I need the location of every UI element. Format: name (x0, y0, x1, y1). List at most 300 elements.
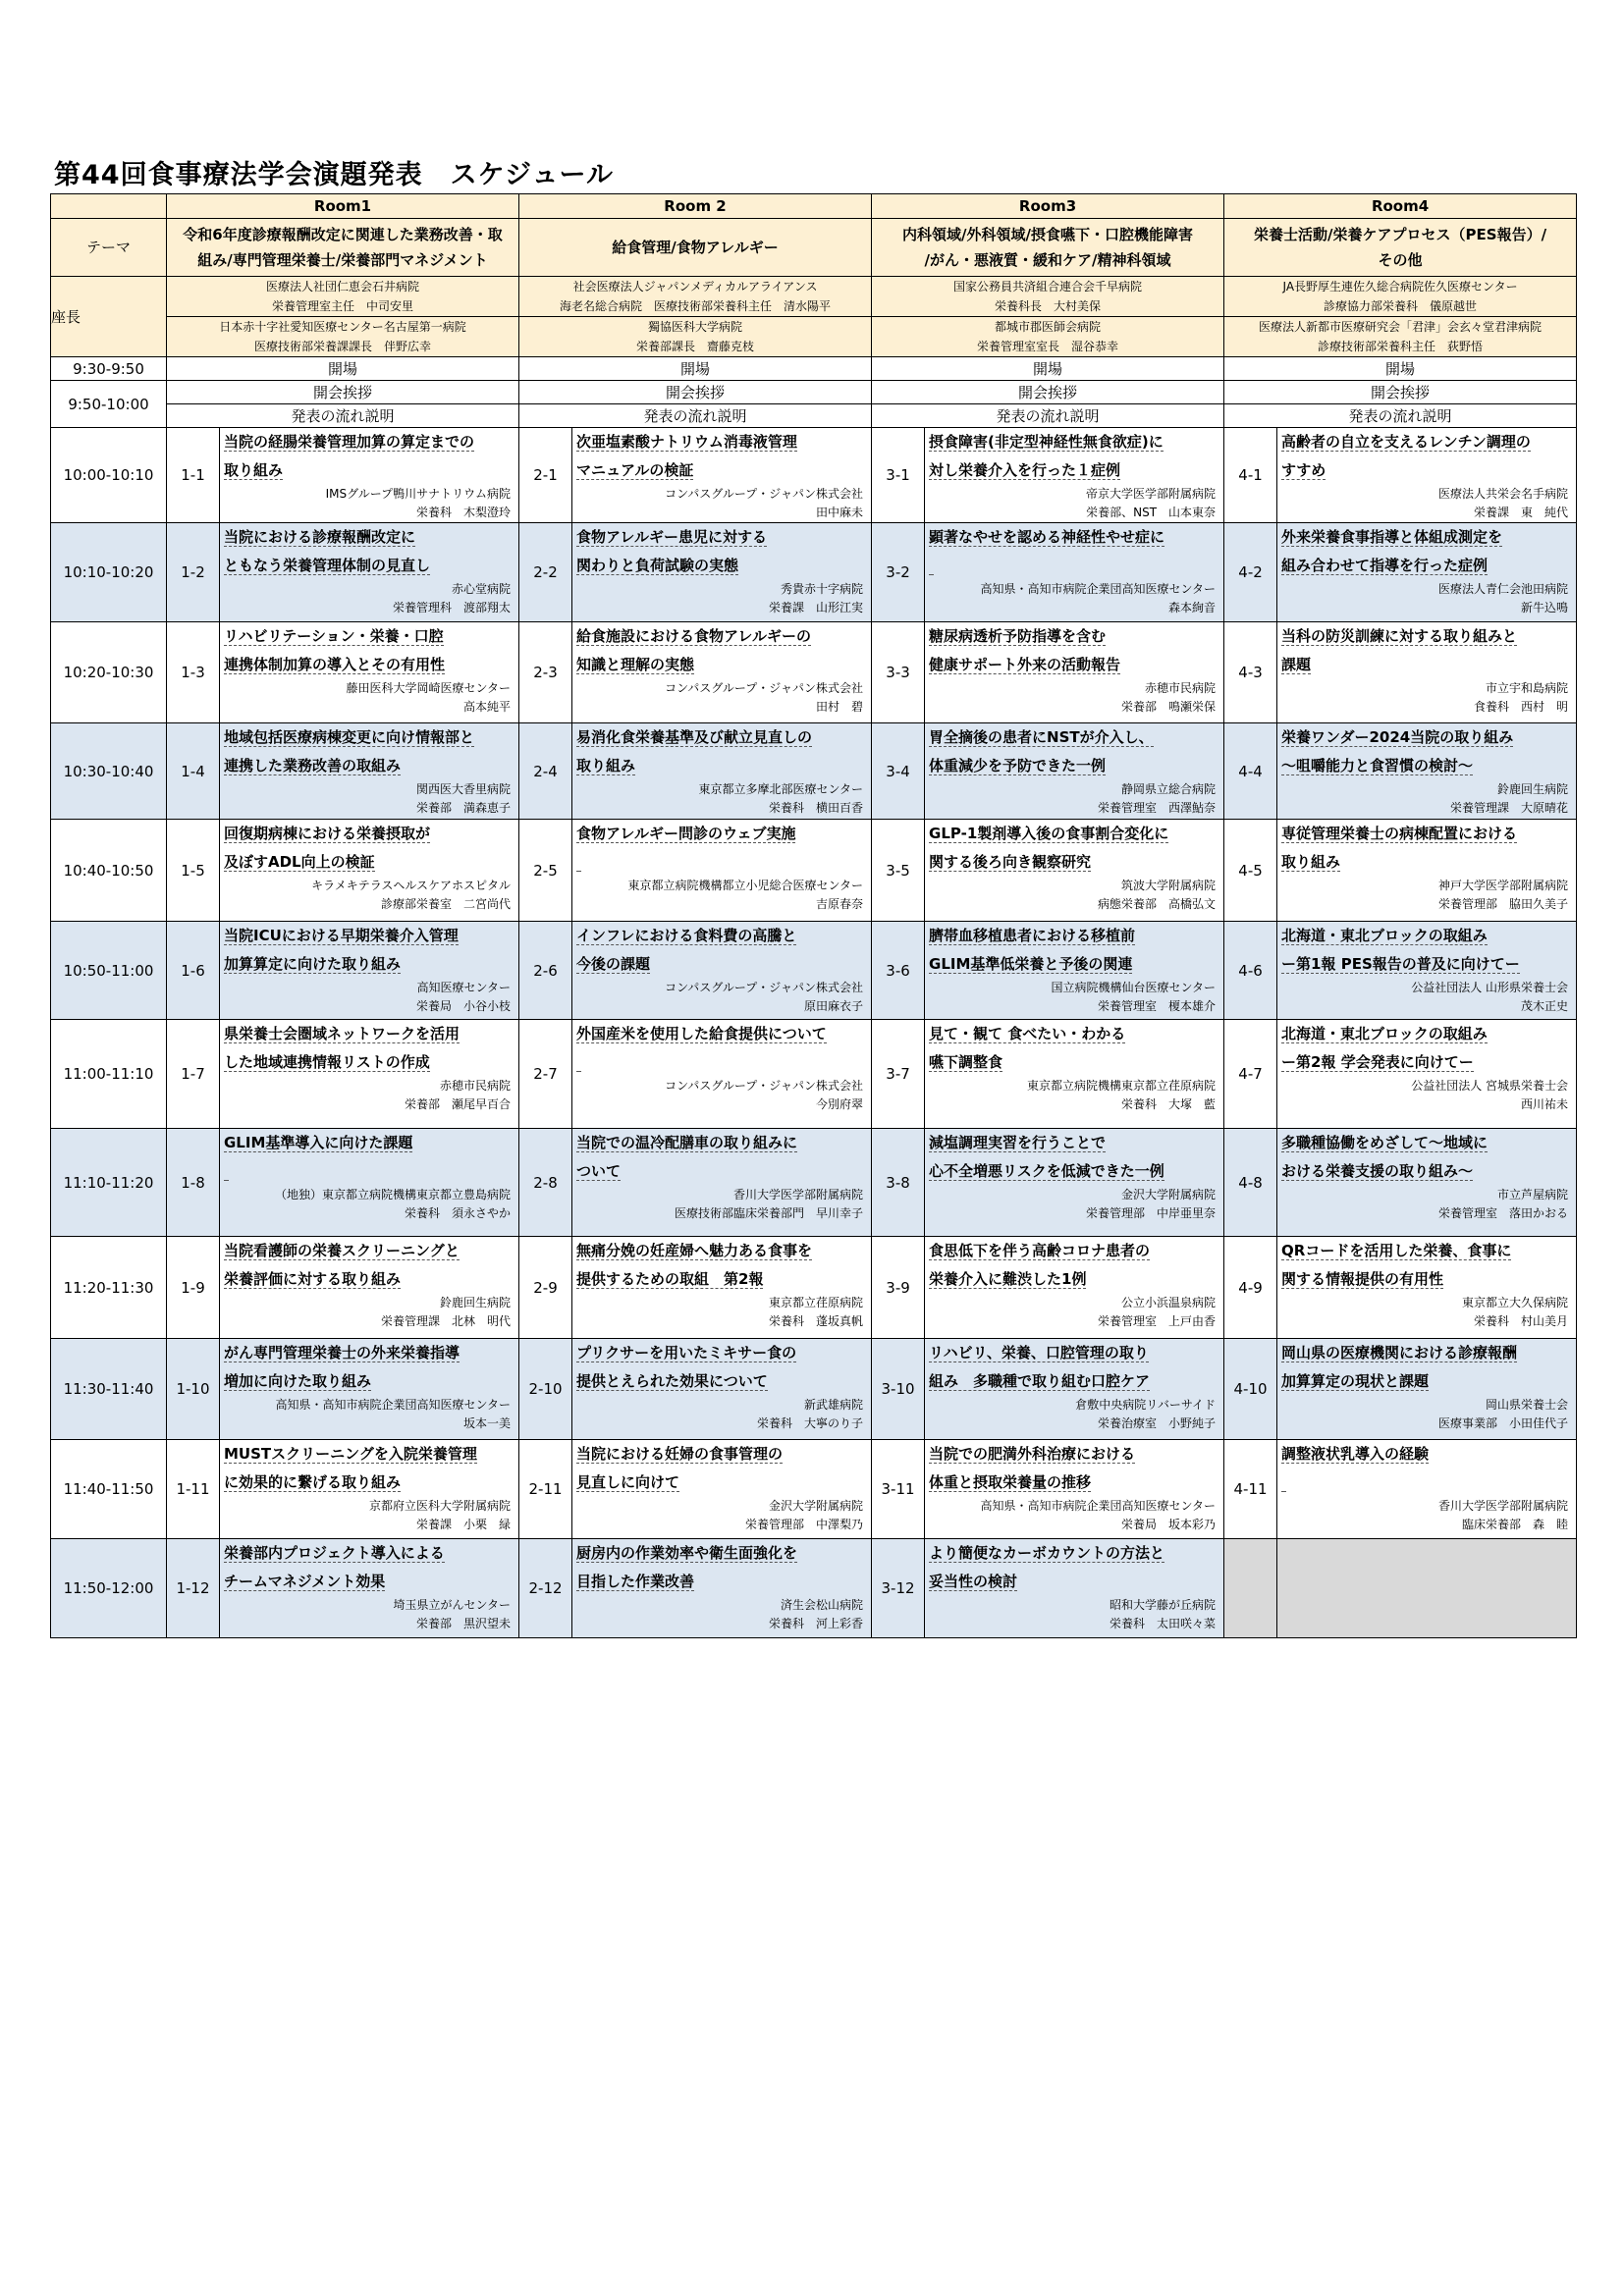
talk-number: 4-8 (1224, 1129, 1277, 1237)
chair-cell (519, 317, 872, 357)
presenter-name: 栄養科 木梨澄玲 (416, 506, 512, 519)
talk-title-line (572, 1020, 871, 1048)
affiliation: 赤穂市民病院 (440, 1079, 512, 1093)
talk-title-line (220, 848, 518, 877)
talk-cell (220, 1339, 519, 1440)
talk-cell (220, 723, 519, 820)
affiliation: 帝京大学医学部附属病院 (1086, 487, 1217, 501)
talk-title-text: 厨房内の作業効率や衛生面強化を (576, 1544, 798, 1562)
greeting-cell: 開会挨拶 (519, 381, 872, 404)
talk-entry (925, 1339, 1223, 1433)
chair-line: 医療技術部栄養課課長 伴野広幸 (254, 340, 432, 353)
presenter-name: 吉原春奈 (816, 897, 864, 911)
talk-title-line (572, 1339, 871, 1367)
affiliation: 筑波大学附属病院 (1121, 879, 1217, 892)
talk-title-text: 当院での肥満外科治療における (929, 1445, 1136, 1463)
presenter-name: 茂木正史 (1521, 999, 1569, 1013)
theme-row (51, 219, 1577, 277)
flow-cell: 発表の流れ説明 (519, 404, 872, 428)
talk-title-line (1277, 552, 1576, 580)
talk-title-text: 目指した作業改善 (576, 1573, 695, 1590)
talk-number: 1-6 (167, 922, 220, 1020)
time-slot-row (51, 1539, 1577, 1638)
talk-title-text: 顕著なやせを認める神経性やせ症に (929, 528, 1165, 546)
talk-title-line (220, 1129, 518, 1157)
talk-title-text: ついて (576, 1162, 622, 1180)
talk-title-text: 当院での温冷配膳車の取り組みに (576, 1134, 798, 1151)
talk-number: 2-8 (519, 1129, 572, 1237)
talk-entry (220, 1440, 518, 1534)
talk-title-line (220, 1539, 518, 1568)
talk-entry (572, 1129, 871, 1223)
affiliation: 済生会松山病院 (781, 1598, 864, 1612)
talk-title-line (925, 1440, 1223, 1468)
talk-title-text: 摂食障害(非定型神経性無食欲症)に (929, 433, 1164, 451)
time-cell: 11:10-11:20 (51, 1129, 167, 1237)
presenter-name: 栄養治療室 小野純子 (1098, 1416, 1217, 1430)
presenter-name: 新牛込鳴 (1521, 601, 1569, 614)
affiliation: 関西医大香里病院 (416, 782, 512, 796)
theme-line: 内科領域/外科領域/摂食嚥下・口腔機能障害 (902, 226, 1194, 243)
talk-title-line (1277, 922, 1576, 950)
affiliation: 東京都立大久保病院 (1462, 1296, 1569, 1309)
talk-title-text: 組み合わせて指導を行った症例 (1281, 557, 1489, 574)
presenter-name: 栄養科 河上彩香 (769, 1617, 864, 1630)
theme-line: 栄養士活動/栄養ケアプロセス（PES報告）/ (1254, 226, 1547, 243)
talk-title-line (220, 1265, 518, 1294)
talk-cell (925, 1237, 1224, 1339)
presenter-name: 食養科 西村 明 (1474, 700, 1569, 714)
talk-title-line (1277, 1020, 1576, 1048)
affiliation: 倉敷中央病院リバーサイド (1075, 1398, 1217, 1412)
talk-cell (572, 820, 872, 922)
time-slot-row (51, 622, 1577, 723)
affiliation: 東京都立病院機構東京都立荏原病院 (1027, 1079, 1217, 1093)
presenter-name: 西川祐未 (1521, 1097, 1569, 1111)
talk-title-text: 専従管理栄養士の病棟配置における (1281, 825, 1518, 842)
talk-title-text: 当院ICUにおける早期栄養介入管理 (224, 927, 459, 944)
presenter-name: 栄養科 横田百香 (769, 801, 864, 815)
talk-number: 4-6 (1224, 922, 1277, 1020)
corner-cell (51, 194, 167, 219)
talk-cell (1277, 723, 1577, 820)
chair-line: 日本赤十字社愛知医療センター名古屋第一病院 (219, 320, 466, 334)
talk-cell (1277, 1237, 1577, 1339)
talk-cell (925, 1020, 1224, 1129)
talk-title-text: 妥当性の検討 (929, 1573, 1018, 1590)
talk-title-line (1277, 651, 1576, 679)
talk-title-text: 関わりと負荷試験の実態 (576, 557, 739, 574)
talk-title-line (572, 922, 871, 950)
talk-title-text: 栄養ワンダー2024当院の取り組み (1281, 728, 1514, 746)
theme-line: 給食管理/食物アレルギー (612, 239, 779, 256)
affiliation: 赤穂市民病院 (1145, 681, 1217, 695)
talk-number: 3-11 (872, 1440, 925, 1539)
talk-title-text: 嚥下調整食 (929, 1053, 1003, 1071)
presenter-name: 栄養管理室 榎本雄介 (1098, 999, 1217, 1013)
talk-title-text: 関する情報提供の有用性 (1281, 1270, 1444, 1288)
talk-cell (1277, 1339, 1577, 1440)
talk-title-line (572, 848, 871, 877)
talk-entry (220, 820, 518, 914)
affiliation: 新武雄病院 (804, 1398, 864, 1412)
talk-cell (572, 1440, 872, 1539)
talk-cell (572, 1129, 872, 1237)
talk-entry (925, 1440, 1223, 1534)
time-cell: 10:40-10:50 (51, 820, 167, 922)
affiliation: 秀貴赤十字病院 (781, 582, 864, 596)
theme-cell (519, 219, 872, 277)
talk-title-line (572, 1367, 871, 1396)
talk-number: 4-5 (1224, 820, 1277, 922)
talk-number: 3-1 (872, 428, 925, 523)
talk-title-line (220, 1367, 518, 1396)
presenter-name: 坂本一美 (463, 1416, 512, 1430)
chair-line: 都城市郡医師会病院 (995, 320, 1102, 334)
chair-line: 獨協医科大学病院 (648, 320, 743, 334)
affiliation: コンパスグループ・ジャパン株式会社 (665, 981, 864, 994)
flow-cell: 発表の流れ説明 (1224, 404, 1577, 428)
page-title: 第44回食事療法学会演題発表 スケジュール (54, 160, 614, 190)
presenter-name: 栄養管理課 北林 明代 (381, 1314, 512, 1328)
presenter-name: 栄養管理部 脇田久美子 (1438, 897, 1569, 911)
talk-entry (572, 1339, 871, 1433)
talk-title-text: 食物アレルギー問診のウェブ実施 (576, 825, 796, 842)
talk-title-text: 課題 (1281, 656, 1312, 673)
talk-title-line (572, 752, 871, 780)
talk-title-text: 糖尿病透析予防指導を含む (929, 627, 1107, 645)
talk-title-text: プリクサーを用いたミキサー食の (576, 1344, 797, 1362)
empty-cell (1224, 1539, 1277, 1638)
talk-title-line (220, 651, 518, 679)
theme-cell (872, 219, 1224, 277)
time-cell: 11:50-12:00 (51, 1539, 167, 1638)
affiliation: 香川大学医学部附属病院 (733, 1188, 864, 1201)
talk-title-line (220, 950, 518, 979)
talk-title-text: 及ぼすADL向上の検証 (224, 853, 375, 871)
talk-entry (572, 723, 871, 818)
talk-title-text: 無痛分娩の妊産婦へ魅力ある食事を (576, 1242, 813, 1259)
talk-entry (1277, 922, 1576, 1016)
presenter-name: 高本純平 (463, 700, 512, 714)
talk-title-line (1277, 456, 1576, 485)
talk-title-text: 臍帯血移植患者における移植前 (929, 927, 1136, 944)
talk-title-text: 見直しに向けて (576, 1473, 680, 1491)
presenter-name: 栄養課 小栗 緑 (416, 1518, 512, 1531)
talk-number: 4-3 (1224, 622, 1277, 723)
talk-title-text: すすめ (1281, 461, 1326, 479)
time-cell: 10:20-10:30 (51, 622, 167, 723)
talk-title-text: 加算算定の現状と課題 (1281, 1372, 1430, 1390)
affiliation: 神戸大学医学部附属病院 (1438, 879, 1569, 892)
presenter-name: 田中麻未 (816, 506, 864, 519)
talk-entry (220, 922, 518, 1016)
opening-cell: 開場 (519, 357, 872, 381)
talk-cell (220, 523, 519, 622)
talk-title-line (1277, 1048, 1576, 1077)
time-slot-row (51, 1237, 1577, 1339)
talk-title-line (925, 820, 1223, 848)
talk-title-text (224, 1162, 229, 1181)
talk-title-text: GLIM基準導入に向けた課題 (224, 1134, 413, 1151)
chair-cell (1224, 317, 1577, 357)
talk-title-line (572, 1129, 871, 1157)
talk-title-line (1277, 1440, 1576, 1468)
talk-cell (1277, 523, 1577, 622)
talk-title-line (220, 1339, 518, 1367)
talk-title-text: マニュアルの検証 (576, 461, 694, 479)
talk-title-line (925, 651, 1223, 679)
talk-entry (1277, 1020, 1576, 1114)
presenter-name: 栄養部 満森恵子 (416, 801, 512, 815)
affiliation: 静岡県立総合病院 (1121, 782, 1217, 796)
talk-number: 3-3 (872, 622, 925, 723)
time-cell: 11:20-11:30 (51, 1237, 167, 1339)
talk-title-text: チームマネジメント効果 (224, 1573, 386, 1590)
talk-number: 2-4 (519, 723, 572, 820)
chair-line: 診療技術部栄養科主任 荻野悟 (1318, 340, 1484, 353)
talk-title-text: 取り組み (224, 461, 284, 479)
talk-title-text: 提供するための取組 第2報 (576, 1270, 764, 1288)
talk-title-line (572, 622, 871, 651)
presenter-name: 栄養課 山形江実 (769, 601, 864, 614)
talk-title-line (1277, 1265, 1576, 1294)
presenter-name: 栄養科 太田咲々菜 (1110, 1617, 1217, 1630)
theme-cell (167, 219, 519, 277)
affiliation: IMSグループ鴨川サナトリウム病院 (325, 487, 512, 501)
talk-title-text: ー第1報 PES報告の普及に向けてー (1281, 955, 1520, 973)
presenter-name: 医療事業部 小田佳代子 (1438, 1416, 1569, 1430)
opening-cell: 開場 (872, 357, 1224, 381)
talk-title-text: 調整液状乳導入の経験 (1281, 1445, 1430, 1463)
talk-title-text (576, 853, 581, 872)
opening-cell: 開場 (167, 357, 519, 381)
talk-title-line (572, 651, 871, 679)
talk-title-line (925, 1020, 1223, 1048)
time-cell: 11:00-11:10 (51, 1020, 167, 1129)
talk-entry (572, 1237, 871, 1331)
talk-cell (572, 622, 872, 723)
affiliation: 市立芦屋病院 (1497, 1188, 1569, 1201)
talk-title-line (220, 1468, 518, 1497)
talk-entry (220, 1020, 518, 1114)
talk-title-line (1277, 848, 1576, 877)
presenter-name: 臨床栄養部 森 睦 (1462, 1518, 1569, 1531)
talk-title-text: インフレにおける食料費の高騰と (576, 927, 797, 944)
talk-title-line (925, 1265, 1223, 1294)
talk-entry (220, 428, 518, 522)
presenter-name: 田村 碧 (816, 700, 864, 714)
talk-title-text: 県栄養士会圏域ネットワークを活用 (224, 1025, 460, 1042)
talk-cell (925, 523, 1224, 622)
talk-title-line (220, 552, 518, 580)
talk-title-line (220, 723, 518, 752)
talk-entry (925, 820, 1223, 914)
presenter-name: 栄養部 黒沢望未 (416, 1617, 512, 1630)
talk-title-line (925, 922, 1223, 950)
talk-number: 2-6 (519, 922, 572, 1020)
presenter-name: 栄養管理室 上戸由香 (1098, 1314, 1217, 1328)
talk-cell (220, 1129, 519, 1237)
chair-row (51, 277, 1577, 317)
talk-number: 1-7 (167, 1020, 220, 1129)
talk-title-line (572, 1568, 871, 1596)
talk-title-line (1277, 1367, 1576, 1396)
theme-line: その他 (1378, 251, 1423, 269)
talk-cell (572, 428, 872, 523)
time-slot-row (51, 1020, 1577, 1129)
chair-line: 栄養管理室主任 中司安里 (272, 299, 414, 313)
chair-line: 栄養部課長 齋藤克枝 (636, 340, 755, 353)
talk-title-text: がん専門管理栄養士の外来栄養指導 (224, 1344, 460, 1362)
talk-title-text: 回復期病棟における栄養摂取が (224, 825, 431, 842)
affiliation: 金沢大学附属病院 (769, 1499, 864, 1513)
chair-cell (167, 317, 519, 357)
talk-title-text: 外来栄養食事指導と体組成測定を (1281, 528, 1503, 546)
talk-title-text: 見て・観て 食べたい・わかる (929, 1025, 1126, 1042)
talk-title-line (1277, 950, 1576, 979)
talk-number: 3-12 (872, 1539, 925, 1638)
talk-cell (220, 820, 519, 922)
talk-cell (925, 1129, 1224, 1237)
talk-number: 3-9 (872, 1237, 925, 1339)
affiliation: 藤田医科大学岡崎医療センター (346, 681, 512, 695)
affiliation: コンパスグループ・ジャパン株式会社 (665, 681, 864, 695)
talk-cell (925, 1539, 1224, 1638)
talk-entry (220, 523, 518, 617)
talk-title-text: 提供とえられた効果について (576, 1372, 768, 1390)
talk-cell (572, 523, 872, 622)
talk-cell (925, 820, 1224, 922)
talk-title-line (925, 1157, 1223, 1186)
time-cell: 9:50-10:00 (51, 381, 167, 428)
room-header: Room 2 (519, 194, 872, 219)
talk-number: 3-6 (872, 922, 925, 1020)
talk-title-line (925, 723, 1223, 752)
presenter-name: 栄養部、NST 山本東奈 (1086, 506, 1217, 519)
theme-line: 組み/専門管理栄養士/栄養部門マネジメント (197, 251, 488, 269)
talk-title-line (1277, 752, 1576, 780)
talk-number: 2-11 (519, 1440, 572, 1539)
talk-title-text: 知識と理解の実態 (576, 656, 695, 673)
talk-title-line (572, 1048, 871, 1077)
affiliation: 金沢大学附属病院 (1121, 1188, 1217, 1201)
talk-number: 2-10 (519, 1339, 572, 1440)
talk-number: 1-8 (167, 1129, 220, 1237)
talk-number: 2-3 (519, 622, 572, 723)
talk-cell (220, 1020, 519, 1129)
presenter-name: 森本絢音 (1168, 601, 1217, 614)
presenter-name: 栄養管理科 渡部翔太 (393, 601, 512, 614)
talk-number: 1-1 (167, 428, 220, 523)
talk-title-text: 給食施設における食物アレルギーの (576, 627, 812, 645)
flow-cell: 発表の流れ説明 (872, 404, 1224, 428)
talk-title-line (925, 1367, 1223, 1396)
talk-title-line (925, 848, 1223, 877)
talk-title-line (572, 1157, 871, 1186)
talk-title-text: 取り組み (1281, 853, 1341, 871)
affiliation: 国立病院機構仙台医療センター (1051, 981, 1217, 994)
talk-title-text: 当院の経腸栄養管理加算の算定までの (224, 433, 475, 451)
talk-title-text: 取り組み (576, 757, 636, 774)
talk-title-line (220, 922, 518, 950)
talk-title-line (220, 820, 518, 848)
presenter-name: 医療技術部臨床栄養部門 早川幸子 (675, 1206, 864, 1220)
flow-cell: 発表の流れ説明 (167, 404, 519, 428)
talk-title-text: ともなう栄養管理体制の見直し (224, 557, 431, 574)
talk-title-text (1281, 1473, 1286, 1492)
talk-title-line (1277, 1237, 1576, 1265)
presenter-name: 栄養科 大寧のり子 (757, 1416, 864, 1430)
theme-label: テーマ (51, 219, 167, 277)
talk-title-text: 食物アレルギー患児に対する (576, 528, 768, 546)
affiliation: 高知医療センター (416, 981, 512, 994)
talk-title-line (572, 1237, 871, 1265)
time-cell: 10:00-10:10 (51, 428, 167, 523)
talk-cell (1277, 1440, 1577, 1539)
talk-cell (1277, 622, 1577, 723)
chair-line: 医療法人社団仁恵会石井病院 (266, 280, 420, 294)
talk-entry (220, 1539, 518, 1633)
talk-number: 3-4 (872, 723, 925, 820)
talk-title-line (1277, 1129, 1576, 1157)
talk-title-text: 当院看護師の栄養スクリーニングと (224, 1242, 460, 1259)
talk-number: 4-11 (1224, 1440, 1277, 1539)
chair-line: 診療協力部栄養科 儀原越世 (1324, 299, 1478, 313)
talk-number: 2-12 (519, 1539, 572, 1638)
talk-cell (220, 1237, 519, 1339)
talk-title-text: 今後の課題 (576, 955, 651, 973)
affiliation: 高知県・高知市病院企業団高知医療センター (275, 1398, 512, 1412)
talk-cell (572, 1020, 872, 1129)
talk-entry (1277, 428, 1576, 522)
talk-title-text: に効果的に繋げる取り組み (224, 1473, 402, 1491)
talk-title-text (576, 1053, 581, 1072)
talk-title-line (572, 428, 871, 456)
affiliation: 公益社団法人 山形県栄養士会 (1411, 981, 1569, 994)
talk-title-text: 連携体制加算の導入とその有用性 (224, 656, 446, 673)
talk-number: 2-2 (519, 523, 572, 622)
talk-entry (1277, 523, 1576, 617)
greeting-row (51, 381, 1577, 404)
time-cell: 9:30-9:50 (51, 357, 167, 381)
affiliation: 東京都立病院機構都立小児総合医療センター (627, 879, 864, 892)
talk-entry (1277, 1237, 1576, 1331)
talk-entry (925, 1129, 1223, 1223)
presenter-name: 栄養科 蓬坂真帆 (769, 1314, 864, 1328)
talk-entry (1277, 723, 1576, 818)
talk-title-text: 高齢者の自立を支えるレンチン調理の (1281, 433, 1531, 451)
talk-title-text: 対し栄養介入を行った１症例 (929, 461, 1121, 479)
talk-title-line (572, 1539, 871, 1568)
talk-number: 4-9 (1224, 1237, 1277, 1339)
time-cell: 10:30-10:40 (51, 723, 167, 820)
chair-row (51, 317, 1577, 357)
affiliation: 鈴鹿回生病院 (1497, 782, 1569, 796)
talk-title-line (572, 1468, 871, 1497)
time-slot-row (51, 523, 1577, 622)
talk-title-text: QRコードを活用した栄養、食事に (1281, 1242, 1512, 1259)
talk-title-text: 当院における妊婦の食事管理の (576, 1445, 784, 1463)
affiliation: 埼玉県立がんセンター (393, 1598, 512, 1612)
talk-title-line (925, 552, 1223, 580)
talk-title-text: 外国産米を使用した給食提供について (576, 1025, 827, 1042)
talk-cell (925, 622, 1224, 723)
chair-line: 社会医療法人ジャパンメディカルアライアンス (572, 280, 818, 294)
talk-cell (572, 922, 872, 1020)
talk-entry (1277, 1440, 1576, 1534)
talk-number: 4-10 (1224, 1339, 1277, 1440)
